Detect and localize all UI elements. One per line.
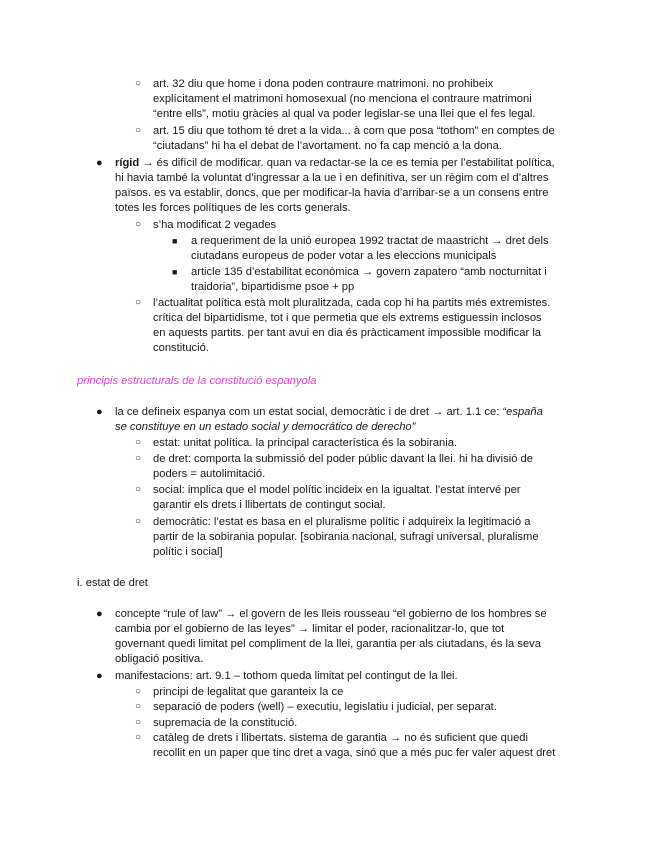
line: estat: unitat política. la principal característica és la sobirania. bbox=[153, 437, 458, 449]
quote: “españa bbox=[502, 406, 543, 418]
line: principi de legalitat que garanteix la ce bbox=[153, 686, 344, 698]
line: hi havia també la voluntat d’ingressar a la ue i en definitiva, ser un règim com el d’altres bbox=[115, 171, 549, 184]
line: explícitament el matrimoni homosexual (no menciona el contraure matrimoni bbox=[153, 92, 532, 105]
filled-bullet-icon: ● bbox=[96, 608, 103, 620]
line: art. 15 diu que tothom té dret a la vida... à com que posa “tothom” en comptes de bbox=[153, 125, 555, 137]
line: s’ha modificat 2 vegades bbox=[153, 219, 277, 231]
filled-bullet-icon: ● bbox=[96, 670, 103, 682]
list-item bbox=[135, 515, 539, 560]
hollow-bullet-icon: ○ bbox=[135, 453, 142, 464]
line: social: implica que el model polític incideix en la igualtat. l’estat intervé per bbox=[153, 484, 521, 496]
line: supremacia de la constitució. bbox=[153, 717, 298, 729]
line: totes les forces polítiques de les corts generals. bbox=[115, 201, 351, 214]
line: traidoria”, bipartidisme psoe + pp bbox=[191, 280, 355, 293]
quote: se constituye en un estado social y democrático de derecho” bbox=[115, 420, 416, 433]
line: crítica del bipartidisme, tot i que permetia que els extrems estiguessin inclosos bbox=[153, 311, 542, 324]
square-bullet-icon: ■ bbox=[172, 236, 178, 246]
line: poders = autolimitació. bbox=[153, 467, 266, 480]
line: constitució. bbox=[153, 341, 209, 354]
line: garantir els drets i llibertats de contingut social. bbox=[153, 498, 386, 511]
line: separació de poders (well) – executiu, legislatiu i judicial, per separat. bbox=[153, 701, 497, 713]
line: “entre ells”, motiu gràcies al qual va poder legislar-se una llei que el fes legal. bbox=[153, 107, 536, 120]
line: de dret: comporta la submissió del poder públic davant la llei. hi ha divisió de bbox=[153, 453, 533, 465]
hollow-bullet-icon: ○ bbox=[135, 297, 142, 308]
list-item bbox=[96, 669, 458, 684]
list-item bbox=[135, 483, 521, 513]
list-item bbox=[135, 731, 556, 761]
section-heading: principis estructurals de la constitució espanyola bbox=[77, 375, 317, 387]
list-item bbox=[135, 685, 344, 700]
list-item bbox=[96, 405, 543, 435]
list-item bbox=[135, 124, 555, 154]
line: article 135 d’estabilitat econòmica → govern zapatero “amb nocturnitat i bbox=[191, 266, 547, 278]
line: concepte “rule of law” → el govern de les lleis rousseau “el gobierno de los hombres se bbox=[115, 608, 547, 620]
line: governant quedi limitat pel compliment de la llei, garantia per als ciutadans, és la seva bbox=[115, 637, 541, 650]
line: “ciutadans” hi ha el debat de l’avortament. no fa cap menció a la dona. bbox=[153, 139, 502, 152]
bold-term: rígid bbox=[115, 157, 140, 169]
line: cambia por el gobierno de las leyes” → limitar el poder, racionalitzar-lo, que tot bbox=[115, 622, 505, 635]
line: recollit en un paper que tinc dret a vaga, sinó que a més puc fer valer aquest dret bbox=[153, 746, 556, 759]
filled-bullet-icon: ● bbox=[96, 157, 103, 169]
hollow-bullet-icon: ○ bbox=[135, 701, 142, 712]
list-item bbox=[135, 77, 536, 122]
line: polític i social] bbox=[153, 545, 223, 558]
line: en aquests partits. per tant avui en dia és pràcticament impossible modificar la bbox=[153, 326, 542, 339]
line: partir de la sobirania popular. [sobirania nacional, sufragi universal, pluralisme bbox=[153, 530, 539, 543]
list-item bbox=[172, 265, 547, 295]
list-item bbox=[135, 218, 277, 233]
hollow-bullet-icon: ○ bbox=[135, 732, 142, 743]
line: l’actualitat política està molt pluralitzada, cada cop hi ha partits més extremistes. bbox=[153, 297, 551, 309]
list-item bbox=[135, 436, 458, 451]
line: democràtic: l’estat es basa en el pluralisme polític i adquireix la legitimació a bbox=[153, 516, 531, 528]
hollow-bullet-icon: ○ bbox=[135, 717, 142, 728]
line: obligació positiva. bbox=[115, 652, 204, 665]
hollow-bullet-icon: ○ bbox=[135, 516, 142, 527]
line: → és difícil de modificar. quan va redactar-se la ce es temia per l’estabilitat política, bbox=[139, 157, 555, 169]
line: països. es va establir, doncs, que per modificar-la havia d’arribar-se a un consens entre bbox=[115, 186, 549, 199]
line: ciutadans europeus de poder votar a les eleccions municipals bbox=[191, 249, 497, 262]
list-item bbox=[135, 700, 497, 715]
line: a requeriment de la unió europea 1992 tractat de maastricht → dret dels bbox=[191, 235, 549, 247]
list-item bbox=[96, 607, 547, 667]
hollow-bullet-icon: ○ bbox=[135, 78, 142, 89]
line: manifestacions: art. 9.1 – tothom queda limitat pel contingut de la llei. bbox=[115, 670, 458, 682]
hollow-bullet-icon: ○ bbox=[135, 219, 142, 230]
hollow-bullet-icon: ○ bbox=[135, 437, 142, 448]
list-item bbox=[135, 296, 551, 356]
list-item bbox=[96, 156, 555, 216]
subsection-heading: i. estat de dret bbox=[77, 577, 148, 589]
list-item bbox=[172, 234, 549, 264]
list-item bbox=[135, 452, 533, 482]
list-item bbox=[135, 716, 298, 731]
line: catàleg de drets i llibertats. sistema de garantia → no és suficient que quedi bbox=[153, 732, 528, 744]
hollow-bullet-icon: ○ bbox=[135, 484, 142, 495]
line: art. 32 diu que home i dona poden contraure matrimoni. no prohibeix bbox=[153, 78, 494, 90]
filled-bullet-icon: ● bbox=[96, 406, 103, 418]
square-bullet-icon: ■ bbox=[172, 267, 178, 277]
hollow-bullet-icon: ○ bbox=[135, 686, 142, 697]
hollow-bullet-icon: ○ bbox=[135, 125, 142, 136]
line: la ce defineix espanya com un estat social, democràtic i de dret → art. 1.1 ce: bbox=[115, 406, 503, 418]
